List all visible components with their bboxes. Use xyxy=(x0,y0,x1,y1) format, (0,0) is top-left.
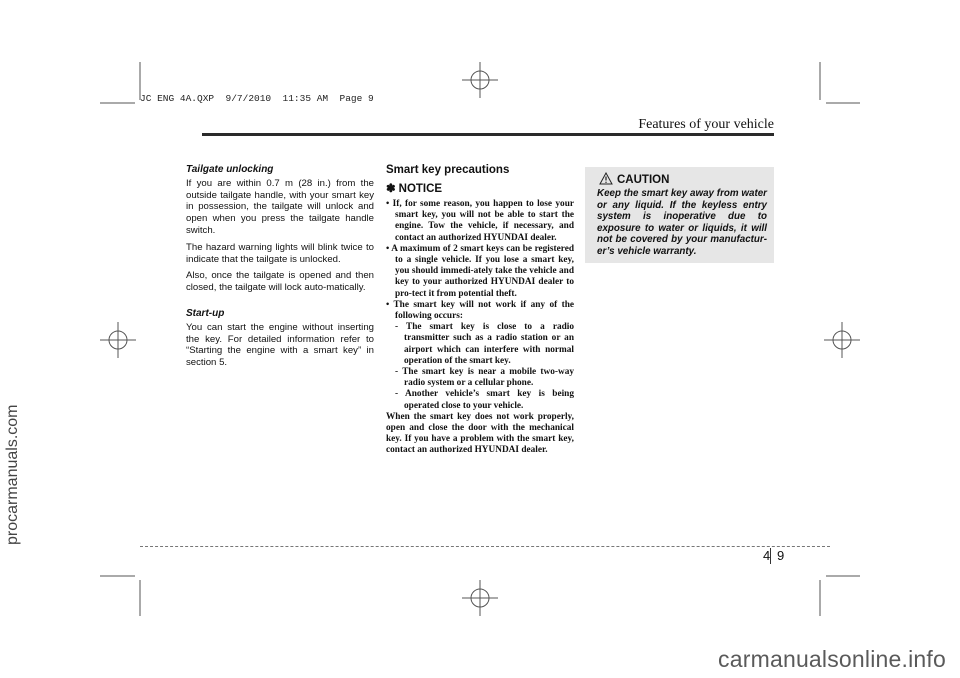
notice-text: NOTICE xyxy=(398,183,443,195)
notice-star-icon: ✽ xyxy=(386,183,396,195)
notice-list xyxy=(386,199,574,457)
closing-paragraph: When the smart key does not work properly, open and close the door with the mechanical key. If you have a problem with the smart key, contact an authorized HYUNDAI dealer. xyxy=(386,411,574,456)
startup-heading: Start-up xyxy=(186,307,225,319)
print-header: JC ENG 4A.QXP 9/7/2010 11:35 AM Page 9 xyxy=(140,93,374,104)
startup-paragraph: You can start the engine without inserting the key. For detailed information refer to “Starting the engine with a smart key” in section 5. xyxy=(186,321,374,369)
footer-rule xyxy=(140,546,830,547)
caution-title: CAUTION xyxy=(617,174,670,186)
column-smart-key xyxy=(386,164,574,457)
caution-box xyxy=(585,167,774,263)
chapter-number: 4 xyxy=(763,548,771,563)
list-item: • A maximum of 2 smart keys can be registered to a single vehicle. If you lose a smart key, you should immedi-ately take the vehicle and key to your authorized HYUNDAI dealer to pro-tect it from potential theft. xyxy=(386,243,574,299)
notice-label xyxy=(386,181,574,195)
column-tailgate xyxy=(186,164,374,374)
tailgate-heading: Tailgate unlocking xyxy=(186,164,274,175)
warning-triangle-icon xyxy=(599,172,613,185)
sub-list-item: - The smart key is near a mobile two-way radio system or a cellular phone. xyxy=(395,367,574,389)
registration-target-right xyxy=(824,322,860,358)
section-title: Features of your vehicle xyxy=(638,117,774,132)
watermark-bottom: carmanualsonline.info xyxy=(718,646,946,672)
watermark-left: procarmanuals.com xyxy=(4,404,21,545)
header-rule xyxy=(202,133,774,136)
registration-target-top xyxy=(462,62,498,98)
page-number-separator xyxy=(770,548,771,564)
sub-list-item: - The smart key is close to a radio transmitter such as a radio station or an airport which can interfere with normal operation of the smart key. xyxy=(395,322,574,366)
tailgate-paragraph-2: The hazard warning lights will blink twice to indicate that the tailgate is unlocked. xyxy=(186,241,374,265)
smart-key-heading: Smart key precautions xyxy=(386,164,510,176)
caution-text: Keep the smart key away from water or any liquid. If the keyless entry system is inoperative due to exposure to water or liquids, it will not be covered by your manufactur-er’s vehicle warranty. xyxy=(597,188,767,257)
registration-target-bottom xyxy=(462,580,498,616)
list-item: • If, for some reason, you happen to lose your smart key, you will not be able to start the engine. Tow the vehicle, if necessary, and contact an authorized HYUNDAI dealer. xyxy=(386,199,574,243)
page-number: 9 xyxy=(777,548,785,563)
registration-target-left xyxy=(100,322,136,358)
tailgate-paragraph-3: Also, once the tailgate is opened and then closed, the tailgate will lock auto-matically. xyxy=(186,270,374,294)
list-item: • The smart key will not work if any of the following occurs: xyxy=(386,299,574,322)
tailgate-paragraph-1: If you are within 0.7 m (28 in.) from the outside tailgate handle, with your smart key in possession, the tailgate will unlock and open when you press the tailgate handle switch. xyxy=(186,177,374,236)
sub-list-item: - Another vehicle’s smart key is being operated close to your vehicle. xyxy=(395,389,574,411)
